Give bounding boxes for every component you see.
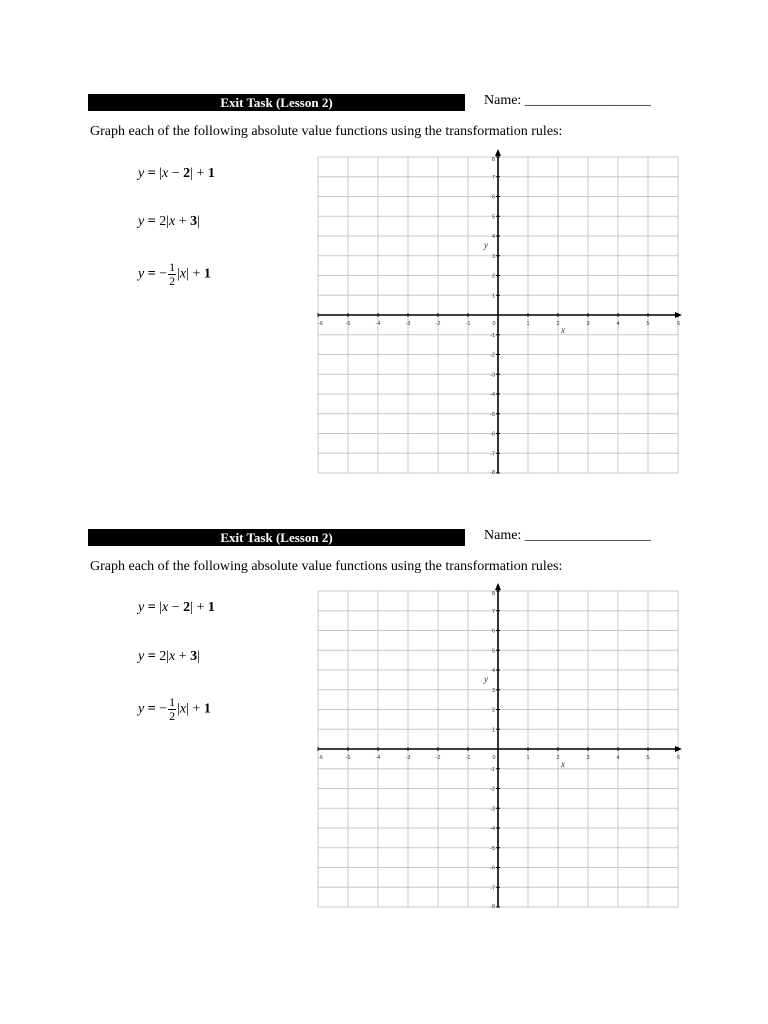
y-tick-label: -5 bbox=[490, 845, 495, 852]
x-tick-label: -1 bbox=[465, 755, 471, 761]
x-tick-label: 4 bbox=[616, 321, 620, 327]
x-axis-label: x bbox=[561, 325, 565, 335]
x-tick-label: 1 bbox=[526, 321, 530, 327]
equation-2: y = 2|x + 3| bbox=[138, 214, 200, 229]
y-tick-label: -7 bbox=[490, 451, 495, 458]
y-tick-label: 1 bbox=[491, 293, 495, 300]
y-axis-label: y bbox=[484, 673, 488, 684]
x-tick-label: -5 bbox=[345, 755, 351, 761]
y-tick-label: 8 bbox=[491, 591, 495, 597]
exit-task-section-2 bbox=[0, 529, 768, 959]
x-tick-label: 2 bbox=[556, 321, 560, 327]
equation-3: y = − $\frac{1}{2}$ |x| + 1 bbox=[138, 260, 211, 288]
x-tick-label: -6 bbox=[318, 755, 323, 761]
equation-1: y = |x − 2| + 1 bbox=[138, 166, 215, 181]
name-field[interactable]: Name: __________________ bbox=[484, 93, 651, 108]
x-tick-label: 5 bbox=[646, 755, 650, 761]
y-tick-label: -5 bbox=[490, 411, 495, 418]
x-tick-label: 3 bbox=[586, 321, 590, 327]
coordinate-grid-1[interactable] bbox=[316, 147, 682, 477]
y-tick-label: -6 bbox=[490, 865, 495, 872]
y-tick-label: 8 bbox=[491, 157, 495, 163]
y-tick-label: -1 bbox=[490, 766, 495, 773]
y-tick-label: 3 bbox=[491, 687, 495, 694]
y-tick-label: 4 bbox=[491, 234, 495, 240]
equation-2: y = 2|x + 3| bbox=[138, 649, 200, 664]
x-tick-label: 1 bbox=[526, 755, 530, 761]
x-tick-label: 0 bbox=[492, 755, 496, 761]
y-tick-label: -2 bbox=[490, 786, 495, 793]
x-tick-label: 0 bbox=[492, 321, 496, 327]
fraction: $\frac{1}{2}$ bbox=[169, 695, 176, 723]
y-tick-label: -2 bbox=[490, 352, 495, 359]
y-tick-label: 6 bbox=[491, 628, 495, 635]
x-tick-label: 3 bbox=[586, 755, 590, 761]
y-tick-label: 2 bbox=[491, 273, 495, 280]
y-tick-label: -4 bbox=[490, 826, 495, 832]
x-tick-label: -1 bbox=[465, 321, 471, 327]
y-tick-label: -7 bbox=[490, 885, 495, 892]
y-tick-label: -3 bbox=[490, 372, 495, 379]
x-axis-label: x bbox=[561, 759, 565, 769]
name-field[interactable]: Name: __________________ bbox=[484, 528, 651, 543]
y-axis-arrow bbox=[495, 149, 501, 156]
coordinate-plane[interactable] bbox=[316, 581, 682, 911]
x-tick-label: -3 bbox=[405, 755, 411, 761]
y-tick-label: 1 bbox=[491, 727, 495, 734]
y-axis-arrow bbox=[495, 583, 501, 590]
x-tick-label: -5 bbox=[345, 321, 351, 327]
coordinate-grid-2[interactable] bbox=[316, 581, 682, 911]
y-tick-label: 6 bbox=[491, 194, 495, 201]
x-tick-label: -2 bbox=[435, 755, 441, 761]
exit-task-header: Exit Task (Lesson 2) bbox=[88, 529, 465, 546]
exit-task-header: Exit Task (Lesson 2) bbox=[88, 94, 465, 111]
x-tick-label: 6 bbox=[676, 321, 680, 327]
exit-task-section-1 bbox=[0, 94, 768, 524]
x-tick-label: -3 bbox=[405, 321, 411, 327]
instructions-text: Graph each of the following absolute value functions using the transformation rules: bbox=[90, 559, 563, 574]
y-tick-label: -6 bbox=[490, 431, 495, 438]
fraction: $\frac{1}{2}$ bbox=[169, 260, 176, 288]
y-tick-label: 7 bbox=[491, 608, 495, 615]
coordinate-plane[interactable] bbox=[316, 147, 682, 477]
x-tick-label: -4 bbox=[375, 755, 381, 761]
y-tick-label: 3 bbox=[491, 253, 495, 260]
x-tick-label: 2 bbox=[556, 755, 560, 761]
x-tick-label: -6 bbox=[318, 321, 323, 327]
y-tick-label: -8 bbox=[490, 904, 495, 910]
y-tick-label: -3 bbox=[490, 806, 495, 813]
y-tick-label: 2 bbox=[491, 707, 495, 714]
y-tick-label: 5 bbox=[491, 648, 495, 655]
x-tick-label: 4 bbox=[616, 755, 620, 761]
equation-3: y = − $\frac{1}{2}$ |x| + 1 bbox=[138, 695, 211, 723]
x-tick-label: -4 bbox=[375, 321, 381, 327]
x-tick-label: -2 bbox=[435, 321, 441, 327]
y-tick-label: 4 bbox=[491, 668, 495, 674]
y-axis-label: y bbox=[484, 239, 488, 250]
x-tick-label: 6 bbox=[676, 755, 680, 761]
y-tick-label: -4 bbox=[490, 392, 495, 398]
y-tick-label: -1 bbox=[490, 332, 495, 339]
x-tick-label: 5 bbox=[646, 321, 650, 327]
y-tick-label: -8 bbox=[490, 470, 495, 476]
equation-1: y = |x − 2| + 1 bbox=[138, 600, 215, 615]
y-tick-label: 7 bbox=[491, 174, 495, 181]
instructions-text: Graph each of the following absolute value functions using the transformation rules: bbox=[90, 124, 563, 139]
y-tick-label: 5 bbox=[491, 214, 495, 221]
